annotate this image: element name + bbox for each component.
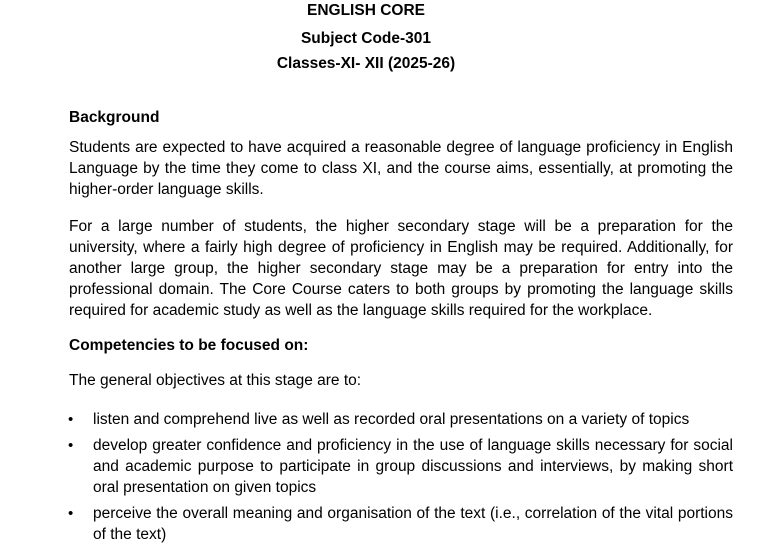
list-item <box>0 435 733 498</box>
list-item-text: listen and comprehend live as well as recorded oral presentations on a variety of topics <box>93 411 690 428</box>
list-item-text: perceive the overall meaning and organisation of the text (i.e., correlation of the vital portions of the text) <box>93 505 733 543</box>
list-item <box>0 409 733 430</box>
classes-heading: Classes-XI- XII (2025-26) <box>276 55 456 72</box>
background-heading: Background <box>69 109 160 126</box>
list-item <box>0 503 733 545</box>
competencies-intro: The general objectives at this stage are to: <box>69 372 362 389</box>
subject-code: Subject Code-301 <box>300 30 432 47</box>
background-paragraph-1: Students are expected to have acquired a reasonable degree of language proficiency in English Language by the time they come to class XI, and the course aims, essentially, at promoting the higher-order language skills. <box>69 139 733 198</box>
objectives-list <box>0 409 766 550</box>
competencies-heading: Competencies to be focused on: <box>69 337 309 354</box>
bullet-icon: • <box>68 505 74 522</box>
background-paragraph-2: For a large number of students, the higher secondary stage will be a preparation for the university, where a fairly high degree of proficiency in English may be required. Additionally, for another large group, the higher secondary stage may be a preparation for entry into the professional domain. The Core Course caters to both groups by promoting the language skills required for academic study as well as the language skills required for the workplace. <box>69 218 733 319</box>
bullet-icon: • <box>68 411 74 428</box>
document-title: ENGLISH CORE <box>307 2 425 19</box>
bullet-icon: • <box>68 437 74 454</box>
list-item-text: develop greater confidence and proficiency in the use of language skills necessary for social and academic purpose to participate in group discussions and interviews, by making short oral presentation on given topics <box>93 437 733 496</box>
